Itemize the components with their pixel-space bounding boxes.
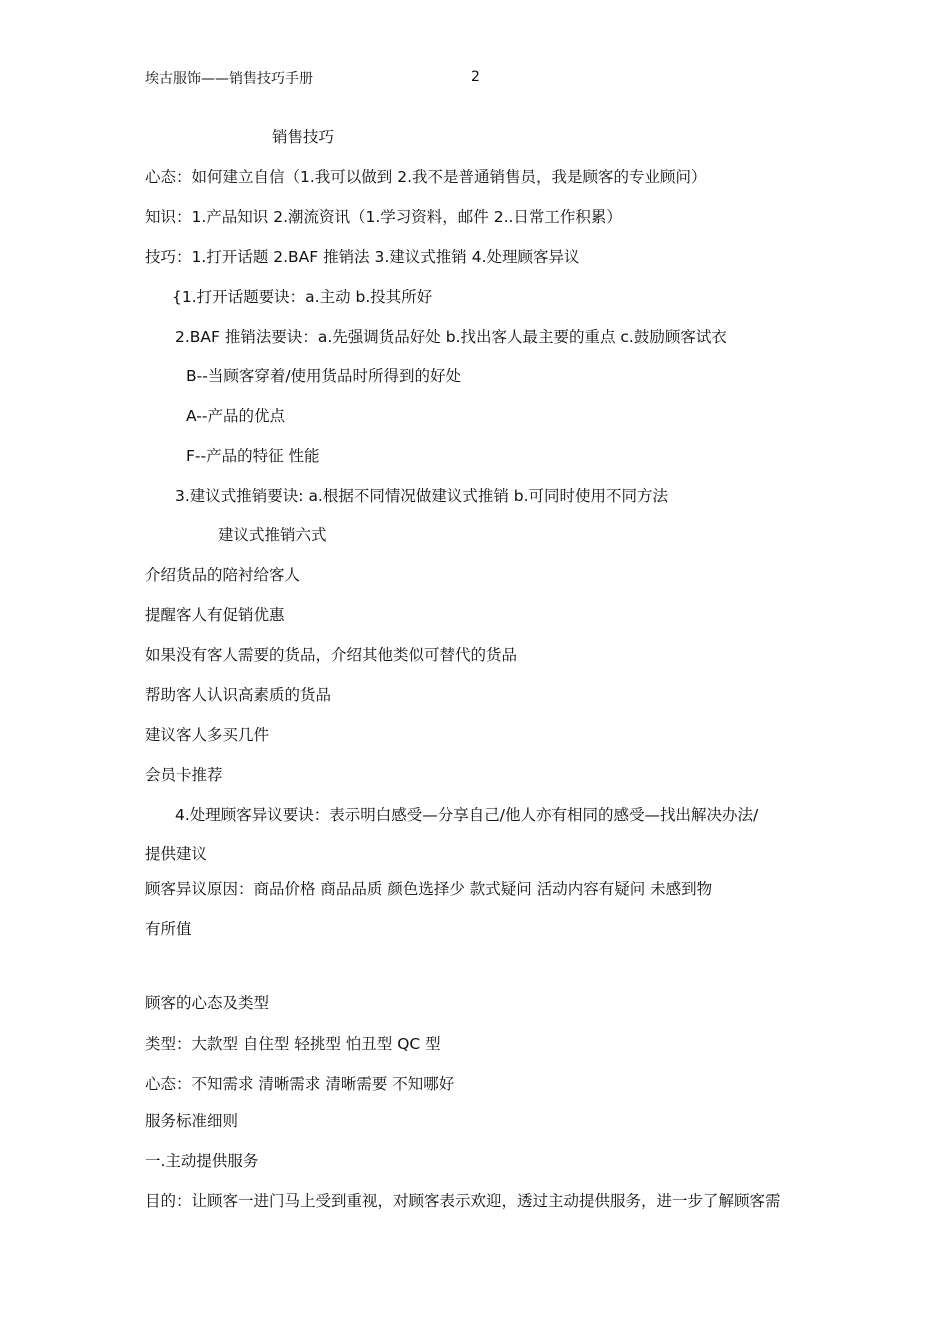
six-method-item: 帮助客人认识高素质的货品 [145, 686, 332, 704]
skill4-line: 4.处理顾客异议要诀：表示明白感受—分享自己/他人亦有相同的感受—找出解决办法/ [175, 806, 759, 824]
baf-b-line: B--当顾客穿着/使用货品时所得到的好处 [186, 367, 462, 385]
six-method-item: 建议客人多买几件 [145, 726, 270, 744]
baf-f-line: F--产品的特征 性能 [186, 447, 320, 465]
page-number: 2 [471, 69, 480, 85]
skill2-line: 2.BAF 推销法要诀：a.先强调货品好处 b.找出客人最主要的重点 c.鼓励顾客试衣 [175, 328, 727, 346]
objection-reasons-line-continued: 有所值 [145, 920, 192, 938]
skill3-line: 3.建议式推销要诀: a.根据不同情况做建议式推销 b.可同时使用不同方法 [175, 487, 669, 505]
service-item-1: 一.主动提供服务 [145, 1152, 259, 1170]
customer-mindset-line: 心态：不知需求 清晰需求 清晰需要 不知哪好 [145, 1075, 455, 1093]
knowledge-line: 知识：1.产品知识 2.潮流资讯（1.学习资料，邮件 2..日常工作积累） [145, 208, 622, 226]
six-method-item: 会员卡推荐 [145, 766, 223, 784]
six-methods-title: 建议式推销六式 [218, 526, 327, 544]
purpose-line: 目的：让顾客一进门马上受到重视，对顾客表示欢迎，透过主动提供服务，进一步了解顾客需 [145, 1192, 781, 1210]
six-method-item: 如果没有客人需要的货品，介绍其他类似可替代的货品 [145, 646, 518, 664]
section-heading: 销售技巧 [272, 128, 335, 146]
skill4-line-continued: 提供建议 [145, 845, 208, 863]
skills-line: 技巧：1.打开话题 2.BAF 推销法 3.建议式推销 4.处理顾客异议 [145, 248, 580, 266]
skill1-line: {1.打开话题要诀：a.主动 b.投其所好 [172, 288, 433, 306]
mindset-line: 心态：如何建立自信（1.我可以做到 2.我不是普通销售员，我是顾客的专业顾问） [145, 168, 707, 186]
running-header-title: 埃古服饰——销售技巧手册 [145, 71, 313, 87]
six-method-item: 介绍货品的陪衬给客人 [145, 566, 301, 584]
customer-section-title: 顾客的心态及类型 [145, 994, 270, 1012]
six-method-item: 提醒客人有促销优惠 [145, 606, 285, 624]
service-standards-title: 服务标准细则 [145, 1112, 239, 1130]
objection-reasons-line: 顾客异议原因：商品价格 商品品质 颜色选择少 款式疑问 活动内容有疑问 未感到物 [145, 880, 713, 898]
customer-types-line: 类型：大款型 自住型 轻挑型 怕丑型 QC 型 [145, 1035, 441, 1053]
baf-a-line: A--产品的优点 [186, 407, 285, 425]
